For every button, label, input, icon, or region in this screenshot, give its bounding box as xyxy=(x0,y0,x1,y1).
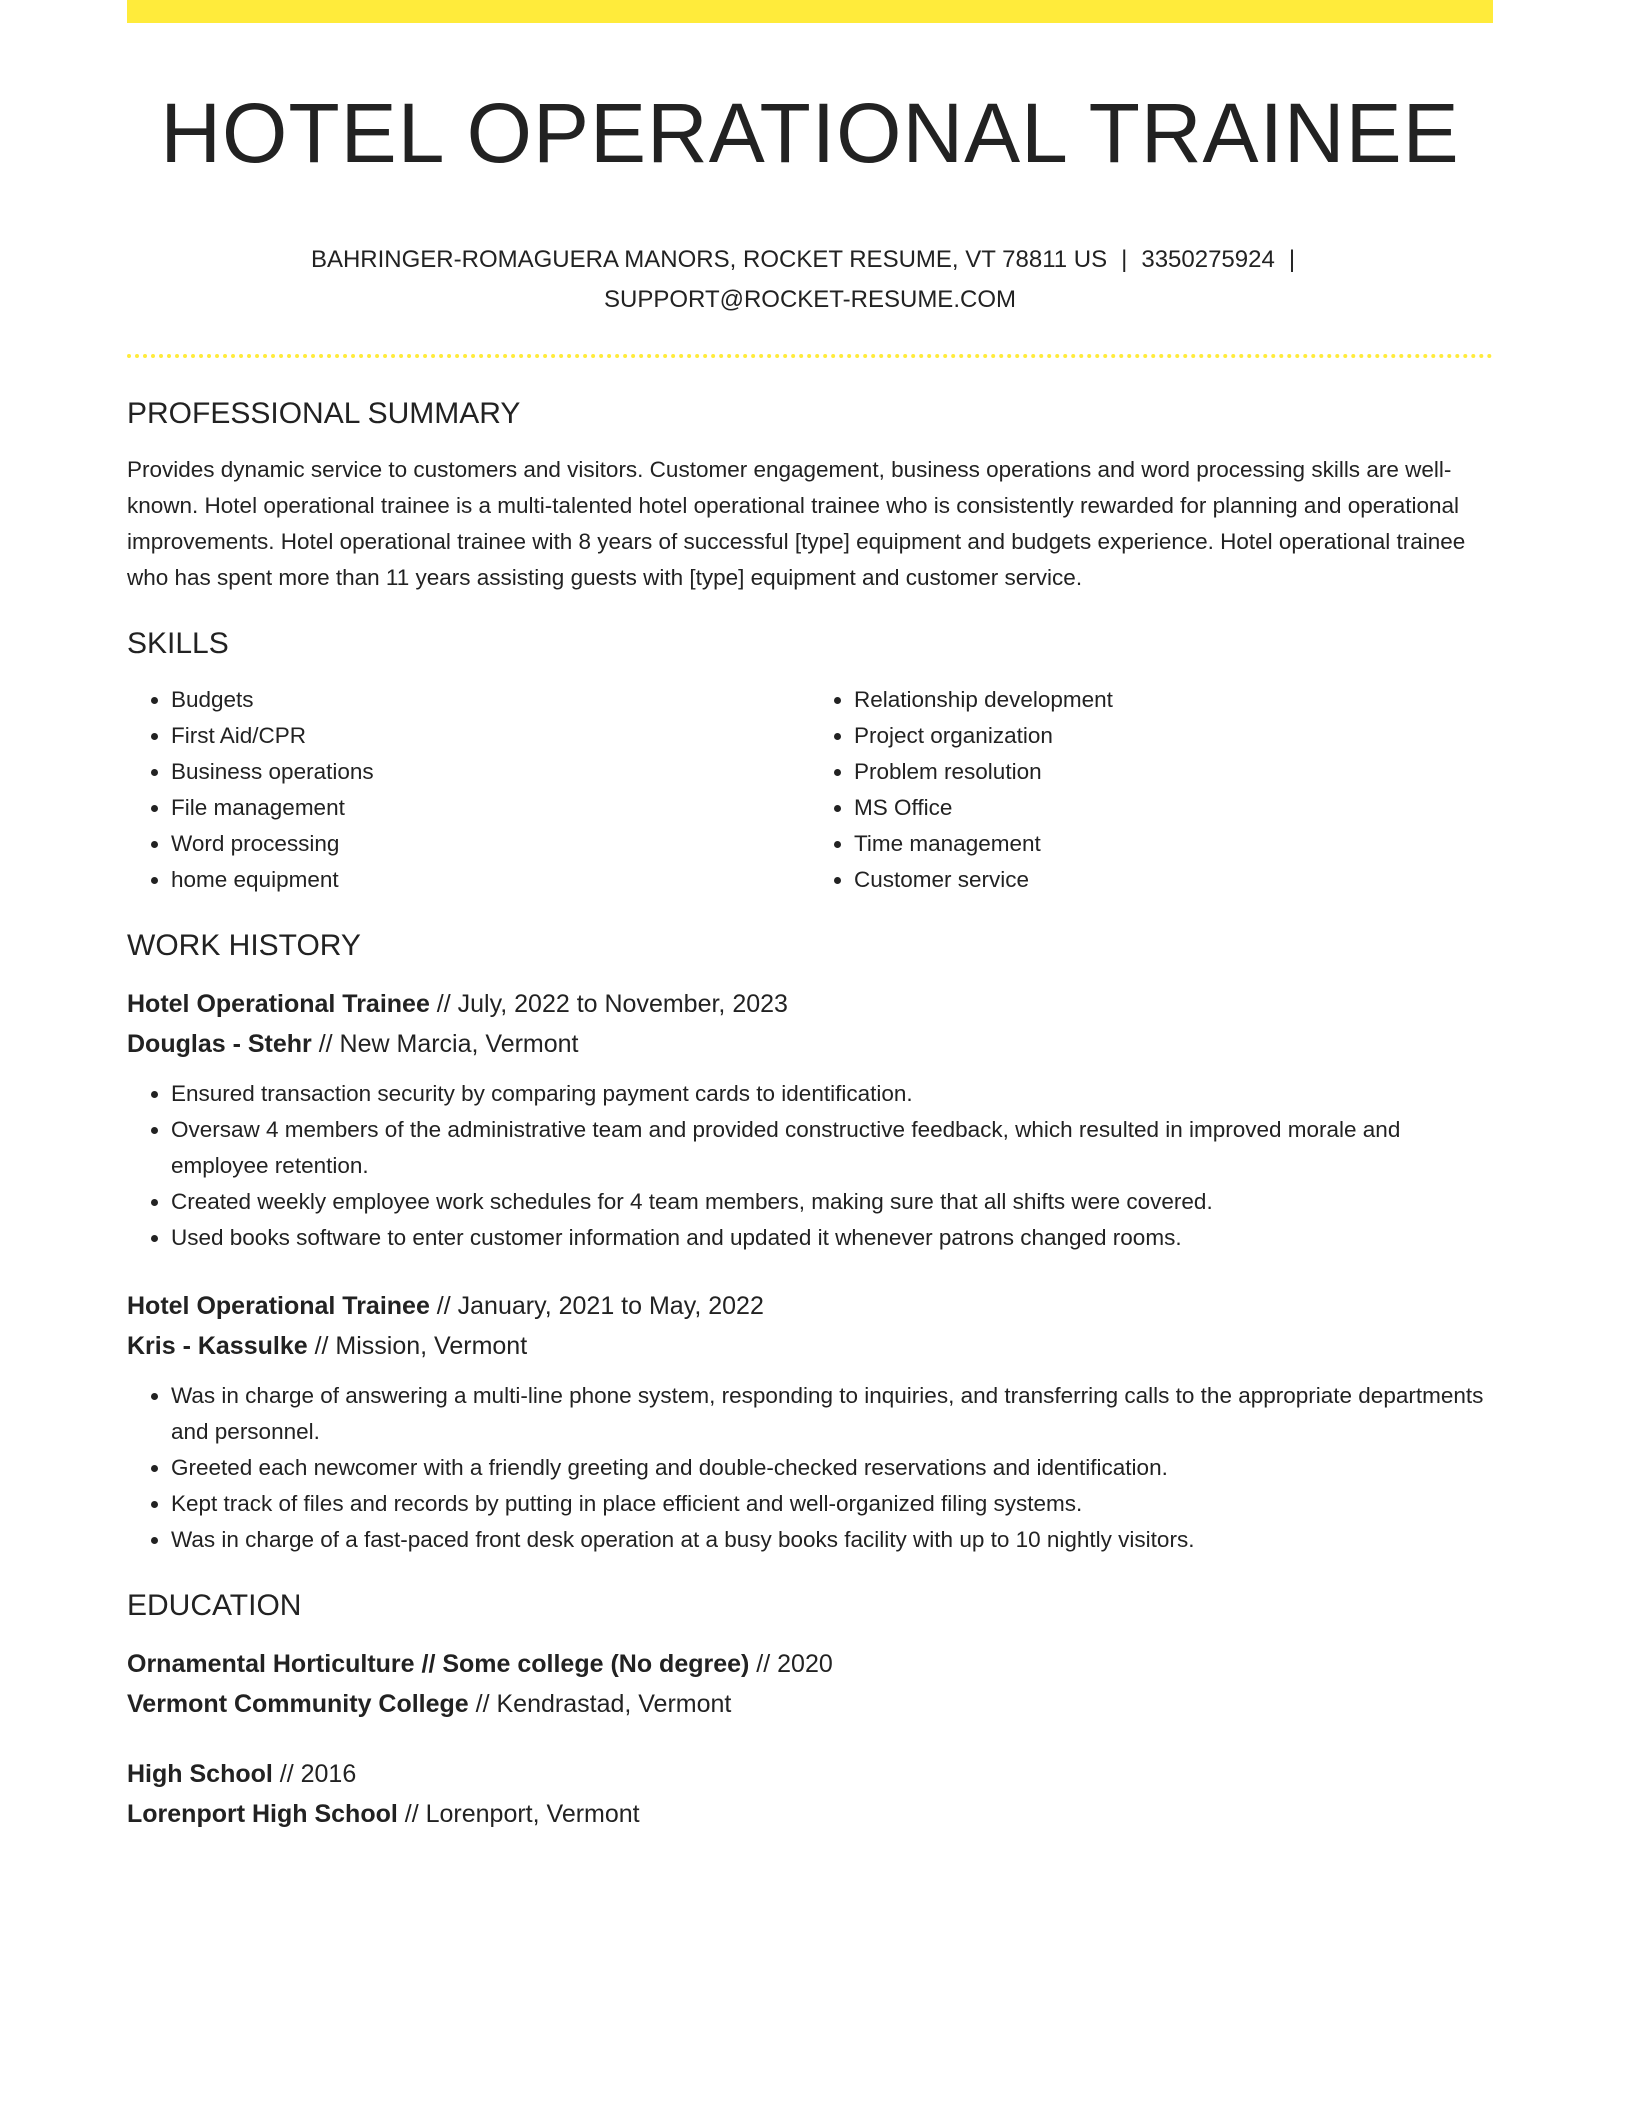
section-title-summary: PROFESSIONAL SUMMARY xyxy=(127,396,521,430)
education-school-line xyxy=(127,1684,1493,1724)
education-school-line xyxy=(127,1794,1493,1834)
job-location: // Mission, Vermont xyxy=(307,1331,528,1360)
job-bullet: • Oversaw 4 members of the administrative team and provided constructive feedback, which resulted in improved morale and employee retention. xyxy=(171,1112,1493,1184)
education-year: // 2016 xyxy=(272,1759,357,1788)
education-school: Lorenport High School xyxy=(127,1799,398,1828)
separator: | xyxy=(1288,245,1296,273)
job-role: Hotel Operational Trainee xyxy=(127,989,430,1018)
education-location: // Kendrastad, Vermont xyxy=(468,1689,732,1718)
address: BAHRINGER-ROMAGUERA MANORS, ROCKET RESUME, VT 78811 US xyxy=(310,245,1108,273)
phone: 3350275924 xyxy=(1141,245,1275,273)
skill-item: • Word processing xyxy=(171,826,810,862)
job-bullet: • Kept track of files and records by putting in place efficient and well-organized filing systems. xyxy=(171,1486,1493,1522)
skills-list-left xyxy=(127,682,810,898)
resume-title: HOTEL OPERATIONAL TRAINEE xyxy=(160,86,1460,180)
education-degree: Ornamental Horticulture // Some college (No degree) xyxy=(127,1649,750,1678)
job-company-line xyxy=(127,1326,1493,1366)
job-role: Hotel Operational Trainee xyxy=(127,1291,430,1320)
skill-item: • Project organization xyxy=(854,718,1493,754)
education-school: Vermont Community College xyxy=(127,1689,469,1718)
summary-text: Provides dynamic service to customers and visitors. Customer engagement, business operations and word processing skills are well-known. Hotel operational trainee is a multi-talented hotel operational trainee who is consistently rewarded for planning and operational improvements. Hotel operational trainee with 8 years of successful [type] equipment and budgets experience. Hotel operational trainee who has spent more than 11 years assisting guests with [type] equipment and customer service. xyxy=(127,456,1466,590)
skill-item: • home equipment xyxy=(171,862,810,898)
resume-page xyxy=(127,0,1493,1834)
job-company: Douglas - Stehr xyxy=(127,1029,312,1058)
education-section xyxy=(127,1588,1493,1834)
skills-section xyxy=(127,626,1493,898)
job-bullet: • Greeted each newcomer with a friendly greeting and double-checked reservations and identification. xyxy=(171,1450,1493,1486)
job-bullet: • Used books software to enter customer information and updated it whenever patrons changed rooms. xyxy=(171,1220,1493,1256)
skill-item: • Relationship development xyxy=(854,682,1493,718)
summary-section xyxy=(127,396,1493,596)
skill-item: • File management xyxy=(171,790,810,826)
job-dates: // July, 2022 to November, 2023 xyxy=(429,989,788,1018)
job-location: // New Marcia, Vermont xyxy=(311,1029,579,1058)
job-bullet: • Was in charge of a fast-paced front desk operation at a busy books facility with up to 10 nightly visitors. xyxy=(171,1522,1493,1558)
education-year: // 2020 xyxy=(749,1649,833,1678)
education-entry xyxy=(127,1754,1493,1834)
job-entry xyxy=(127,984,1493,1256)
dotted-divider xyxy=(127,354,1493,358)
skill-item: • Customer service xyxy=(854,862,1493,898)
skill-item: • Business operations xyxy=(171,754,810,790)
job-company-line xyxy=(127,1024,1493,1064)
skills-list-right xyxy=(810,682,1493,898)
job-entry xyxy=(127,1286,1493,1558)
separator: | xyxy=(1121,245,1128,273)
job-dates: // January, 2021 to May, 2022 xyxy=(429,1291,764,1320)
job-title-line xyxy=(127,984,1493,1024)
skill-item: • Time management xyxy=(854,826,1493,862)
job-bullet: • Was in charge of answering a multi-line phone system, responding to inquiries, and transferring calls to the appropriate departments and personnel. xyxy=(171,1378,1493,1450)
education-degree-line xyxy=(127,1754,1493,1794)
education-entry xyxy=(127,1644,1493,1724)
email: SUPPORT@ROCKET-RESUME.COM xyxy=(604,285,1016,313)
education-degree-line xyxy=(127,1644,1493,1684)
accent-top-bar xyxy=(127,0,1493,23)
education-location: // Lorenport, Vermont xyxy=(397,1799,640,1828)
job-company: Kris - Kassulke xyxy=(127,1331,308,1360)
job-bullets xyxy=(127,1378,1493,1558)
contact-line-2 xyxy=(127,280,1493,320)
section-title-skills: SKILLS xyxy=(127,626,229,660)
section-title-education: EDUCATION xyxy=(127,1588,302,1622)
skills-columns xyxy=(127,682,1493,898)
section-title-work-history: WORK HISTORY xyxy=(127,928,361,962)
work-history-section xyxy=(127,928,1493,1558)
contact-info xyxy=(127,240,1493,320)
job-title-line xyxy=(127,1286,1493,1326)
contact-line-1 xyxy=(127,240,1493,280)
job-bullet: • Created weekly employee work schedules for 4 team members, making sure that all shifts were covered. xyxy=(171,1184,1493,1220)
skill-item: • First Aid/CPR xyxy=(171,718,810,754)
skill-item: • Problem resolution xyxy=(854,754,1493,790)
skill-item: • MS Office xyxy=(854,790,1493,826)
job-bullets xyxy=(127,1076,1493,1256)
job-bullet: • Ensured transaction security by comparing payment cards to identification. xyxy=(171,1076,1493,1112)
skill-item: • Budgets xyxy=(171,682,810,718)
education-degree: High School xyxy=(127,1759,273,1788)
